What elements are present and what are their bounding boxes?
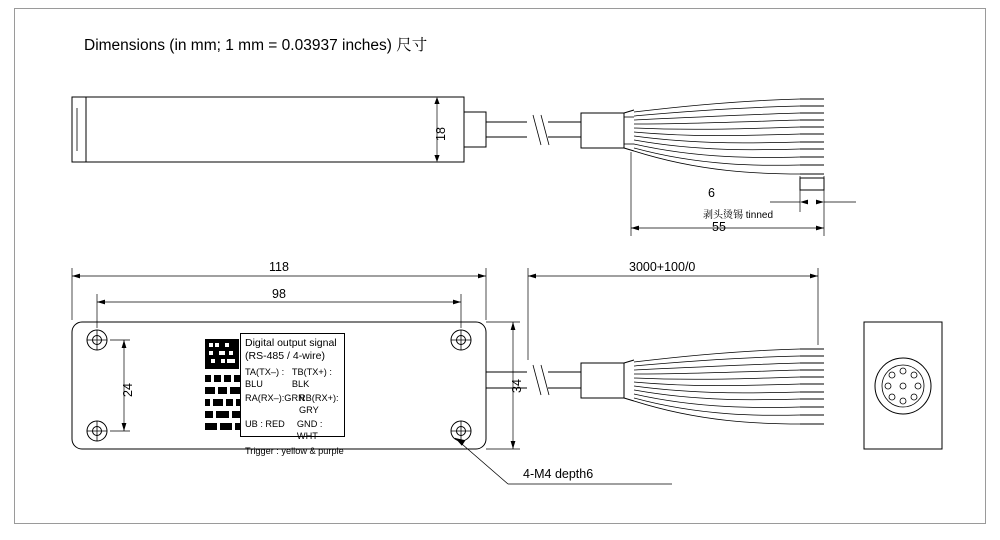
pin-trigger: Trigger : yellow & purple [245,446,344,456]
top-view-body [72,97,486,162]
pin-ta: TA(TX–) : BLU [245,367,285,389]
dim-98-value: 98 [272,287,286,301]
top-view-cable-stem [486,115,581,145]
end-view [864,322,942,449]
pin-ub: UB : RED [245,419,285,429]
dim-118-value: 118 [269,260,289,274]
front-view-cable-stem [486,365,581,395]
dim-24-value: 24 [121,383,135,397]
pin-tb: TB(TX+) : BLK [291,367,332,389]
pin-ra: RA(RX–):GRN [245,393,305,403]
datamatrix-sticker [203,337,245,435]
note-thread: 4-M4 depth6 [523,467,594,481]
top-view-wire-fan [634,99,824,190]
dim-18-value: 18 [434,127,448,141]
label-line1: Digital output signal [245,337,337,349]
front-view-wire-fan [634,349,824,424]
dim-6 [770,176,856,212]
label-line2: (RS-485 / 4-wire) [245,349,325,362]
signal-label [240,333,345,456]
dim-34-value: 34 [510,379,524,393]
front-view-cable-boot [581,360,634,401]
pin-rb: RB(RX+): GRY [299,393,339,415]
dim-55 [631,152,824,236]
dim-6-value: 6 [708,186,715,200]
top-view-cable-boot [581,110,634,151]
note-tinned: 剥头烫锡 tinned [703,210,774,221]
dim-cable-length [528,268,818,360]
page-title: Dimensions (in mm; 1 mm = 0.03937 inches) 尺寸 [84,37,428,54]
dim-55-value: 55 [712,220,726,234]
dim-cable-length-value: 3000+100/0 [629,260,696,274]
pin-gnd: GND : WHT [296,419,323,441]
